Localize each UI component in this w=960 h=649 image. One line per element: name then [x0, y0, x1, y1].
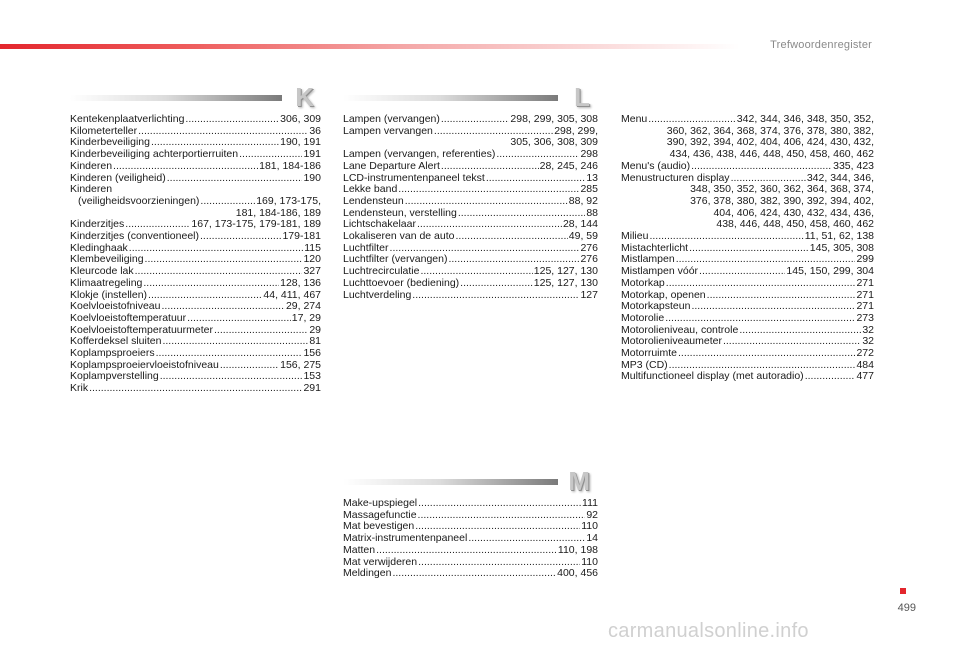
section-letter-l: L	[574, 82, 590, 112]
leader-dots	[143, 278, 279, 290]
index-entry-pages: 28, 144	[562, 218, 598, 231]
index-entry-label: Luchtfilter	[343, 241, 389, 254]
leader-dots	[805, 371, 856, 383]
index-entry-label: Kofferdeksel sluiten	[70, 335, 162, 348]
index-entry-pages: 92	[586, 508, 598, 521]
index-entry-pages: 190, 191	[280, 136, 321, 149]
index-entry	[70, 231, 321, 243]
leader-dots	[691, 161, 832, 173]
index-entry-pages-continued: 181, 184-186, 189	[235, 206, 321, 219]
index-entry-label: Motorolieniveaumeter	[621, 335, 722, 348]
index-entry-pages: 306, 309	[280, 113, 321, 125]
index-entry	[343, 196, 598, 208]
leader-dots	[392, 568, 556, 580]
index-entry-label: Kledinghaak	[70, 241, 128, 254]
index-entry-pages-continued: 404, 406, 424, 430, 432, 434, 436,	[713, 206, 874, 219]
index-entry-label: Menustructuren display	[621, 171, 730, 184]
index-entry-pages: 153	[303, 370, 321, 383]
index-entry-label: Kinderzitjes	[70, 218, 125, 231]
index-entry-label: Lampen (vervangen)	[343, 113, 440, 125]
index-entry-pages: 145, 305, 308	[809, 241, 874, 254]
index-entry-pages: 32	[862, 323, 874, 336]
index-entry-pages: 271	[856, 300, 874, 313]
index-entry-label: Motorolieniveau, controle	[621, 323, 739, 336]
leader-dots	[220, 360, 279, 372]
index-entry	[621, 313, 874, 325]
index-entry-pages-continued: 376, 378, 380, 382, 390, 392, 394, 402,	[690, 194, 874, 207]
index-entry-pages: 167, 173-175, 179-181, 189	[191, 218, 321, 231]
leader-dots	[160, 371, 303, 383]
index-entry-label: Luchtrecirculatie	[343, 265, 420, 278]
leader-dots	[187, 313, 291, 325]
index-entry	[343, 498, 598, 510]
leader-dots	[162, 336, 308, 348]
index-entry-label: LCD-instrumentenpaneel tekst	[343, 171, 485, 184]
index-entry-pages: 191	[303, 148, 321, 161]
leader-dots	[418, 510, 586, 522]
index-entry-pages: 272	[856, 347, 874, 360]
index-entry-label: Krik	[70, 382, 89, 395]
index-entry-pages: 81	[309, 335, 321, 348]
index-entry-pages: 29, 274	[285, 300, 321, 313]
index-entry-label: Koelvloeistoftemperatuur	[70, 311, 187, 324]
index-entry-label: Make-upspiegel	[343, 497, 418, 509]
index-entry-label: Lampen (vervangen, referenties)	[343, 148, 496, 161]
index-column-l	[343, 114, 598, 301]
index-entry-pages: 44, 411, 467	[263, 288, 321, 301]
index-entry-pages: 335, 423	[833, 159, 874, 172]
leader-dots	[135, 266, 303, 278]
index-entry	[70, 383, 321, 395]
index-entry-pages: 125, 127, 130	[533, 276, 598, 289]
index-entry-pages-continued: 438, 446, 448, 450, 458, 460, 462	[716, 218, 874, 231]
index-entry-pages: 298, 299,	[554, 124, 598, 137]
index-entry-pages: 110	[581, 555, 598, 568]
index-entry-pages: 36	[309, 124, 321, 137]
leader-dots	[185, 114, 279, 126]
index-entry-label: Milieu	[621, 230, 649, 243]
index-entry-pages: 298, 299, 305, 308	[510, 113, 598, 125]
index-entry-pages: 179-181	[282, 230, 321, 243]
index-entry-label: Kleurcode lak	[70, 265, 134, 278]
index-entry-label: Lane Departure Alert	[343, 159, 440, 172]
index-entry-pages: 115	[304, 241, 321, 254]
leader-dots	[441, 161, 539, 173]
index-entry-pages: 127	[580, 288, 598, 301]
index-entry-label: Kentekenplaatverlichting	[70, 113, 185, 125]
index-entry-pages: 190	[303, 171, 321, 184]
section-header-l	[343, 82, 598, 112]
index-entry-label: Motorkap, openen	[621, 288, 706, 301]
leader-dots	[689, 243, 809, 255]
leader-dots	[418, 498, 581, 510]
index-entry-label: Kinderen	[70, 183, 113, 196]
index-entry-pages: 299	[856, 253, 874, 266]
index-entry-pages: 125, 127, 130	[533, 265, 598, 278]
index-entry	[621, 278, 874, 290]
leader-dots	[200, 231, 281, 243]
leader-dots	[145, 254, 303, 266]
leader-dots	[129, 243, 303, 255]
index-entry-pages: 271	[856, 288, 874, 301]
index-entry-label: Mistlampen vóór	[621, 265, 699, 278]
index-entry-label: Kinderen (veiligheid)	[70, 171, 166, 184]
index-entry-label: Multifunctioneel display (met autoradio)	[621, 370, 804, 383]
index-entry-label: Matrix-instrumentenpaneel	[343, 532, 468, 545]
index-entry	[70, 161, 321, 173]
index-entry-label: Lampen vervangen	[343, 124, 433, 137]
leader-dots	[89, 383, 302, 395]
index-entry-pages: 88, 92	[568, 194, 598, 207]
section-rule	[343, 479, 558, 485]
index-entry-label: Motorkapsteun	[621, 300, 691, 313]
index-entry-label: Lokaliseren van de auto	[343, 230, 455, 243]
index-entry-label: Koplampsproeiers	[70, 347, 155, 360]
index-entry	[343, 114, 598, 126]
leader-dots	[691, 301, 855, 313]
index-entry	[621, 371, 874, 383]
index-entry-label: Matten	[343, 543, 376, 556]
index-entry-label: Lekke band	[343, 183, 398, 196]
leader-dots	[398, 184, 579, 196]
index-entry	[621, 173, 874, 232]
index-entry-pages: 32	[862, 335, 874, 348]
index-entry-label: Koelvloeistoftemperatuurmeter	[70, 323, 213, 336]
leader-dots	[214, 325, 308, 337]
index-entry-pages: 11, 51, 62, 138	[804, 230, 874, 243]
page-marker	[900, 588, 906, 594]
leader-dots	[376, 545, 557, 557]
leader-dots	[405, 196, 568, 208]
leader-dots	[666, 278, 856, 290]
index-entry	[70, 313, 321, 325]
index-entry-label: Lichtschakelaar	[343, 218, 416, 231]
index-entry	[343, 568, 598, 580]
index-entry-label: Kinderzitjes (conventioneel)	[70, 230, 199, 243]
leader-dots	[200, 196, 255, 208]
index-entry	[70, 348, 321, 360]
index-entry	[621, 231, 874, 243]
leader-dots	[486, 173, 585, 185]
index-entry-label: Luchttoevoer (bediening)	[343, 276, 460, 289]
index-column-m-continued	[621, 114, 874, 383]
section-rule	[343, 95, 558, 101]
index-entry-pages: 145, 150, 299, 304	[786, 265, 874, 278]
index-entry-label: Meldingen	[343, 567, 392, 580]
index-entry-pages: 285	[580, 183, 598, 196]
index-column-m	[343, 498, 598, 580]
leader-dots	[739, 325, 861, 337]
index-entry-pages: 400, 456	[557, 567, 598, 580]
index-entry-pages: 28, 245, 246	[539, 159, 598, 172]
index-entry	[70, 278, 321, 290]
index-entry	[70, 371, 321, 383]
index-entry-label: Mistlampen	[621, 253, 675, 266]
index-entry-pages: 110	[581, 520, 598, 533]
index-entry-pages: 271	[856, 276, 874, 289]
leader-dots	[418, 557, 580, 569]
index-entry	[343, 545, 598, 557]
index-entry-label: Koelvloeistofniveau	[70, 300, 161, 313]
leader-dots	[460, 278, 533, 290]
leader-dots	[167, 173, 303, 185]
leader-dots	[665, 313, 855, 325]
page-number: 499	[897, 602, 916, 614]
index-entry-label: Motorkap	[621, 276, 665, 289]
index-entry-pages: 156, 275	[280, 358, 321, 371]
index-entry-pages: 342, 344, 346, 348, 350, 352,	[736, 113, 874, 125]
index-entry-pages-continued: 390, 392, 394, 402, 404, 406, 424, 430, 432,	[666, 136, 874, 149]
section-rule	[70, 95, 282, 101]
index-entry	[621, 348, 874, 360]
index-entry-pages: 276	[580, 253, 598, 266]
index-entry-label: Luchtfilter (vervangen)	[343, 253, 448, 266]
page-title: Trefwoordenregister	[770, 39, 872, 51]
index-entry-label: Koplampsproeiervloeistofniveau	[70, 358, 219, 371]
index-entry	[343, 161, 598, 173]
index-entry-label: Kinderbeveiliging	[70, 136, 150, 149]
leader-dots	[707, 290, 856, 302]
index-entry-label: Koplampverstelling	[70, 370, 159, 383]
index-entry	[621, 161, 874, 173]
watermark: carmanualsonline.info	[608, 620, 809, 642]
index-entry-pages-continued: 348, 350, 352, 360, 362, 364, 368, 374,	[690, 183, 874, 196]
leader-dots	[113, 161, 258, 173]
index-entry-pages: 29	[309, 323, 321, 336]
index-entry-label: Mat verwijderen	[343, 555, 418, 568]
leader-dots	[412, 290, 579, 302]
index-entry-pages: 120	[303, 253, 321, 266]
section-letter-m: M	[568, 466, 590, 496]
leader-dots	[148, 290, 262, 302]
index-entry	[343, 290, 598, 302]
index-entry-label: Klembeveiliging	[70, 253, 144, 266]
leader-dots	[699, 266, 785, 278]
section-header-m	[343, 466, 598, 496]
index-entry-label: Lendensteun, verstelling	[343, 206, 457, 219]
index-entry-label: Luchtverdeling	[343, 288, 412, 301]
index-entry-pages-continued: 305, 306, 308, 309	[510, 136, 598, 149]
index-entry-pages: 477	[856, 370, 874, 383]
index-entry-pages: 128, 136	[280, 276, 321, 289]
index-entry-label: Mat bevestigen	[343, 520, 415, 533]
index-entry-pages: 88	[586, 206, 598, 219]
index-entry-label: Kilometerteller	[70, 124, 138, 137]
index-entry	[621, 114, 874, 161]
leader-dots	[649, 231, 803, 243]
index-entry-pages: 276	[580, 241, 598, 254]
index-entry	[343, 278, 598, 290]
section-letter-k: K	[295, 82, 314, 112]
index-entry-label: Klokje (instellen)	[70, 288, 148, 301]
header-accent-bar	[0, 44, 740, 49]
index-entry-pages: 291	[303, 382, 321, 395]
leader-dots	[678, 348, 855, 360]
index-entry-label: Klimaatregeling	[70, 276, 143, 289]
leader-dots	[456, 231, 568, 243]
index-entry	[343, 126, 598, 149]
index-entry-pages: 181, 184-186	[259, 159, 321, 172]
leader-dots	[723, 336, 861, 348]
index-entry-pages: 111	[582, 497, 598, 509]
index-entry-pages: 13	[586, 171, 598, 184]
index-entry-pages: 327	[303, 265, 321, 278]
index-entry-pages: 14	[586, 532, 598, 545]
index-entry	[70, 114, 321, 126]
leader-dots	[648, 114, 736, 126]
index-entry-pages-continued: 434, 436, 438, 446, 448, 450, 458, 460, 462	[669, 148, 874, 161]
index-entry-label: Menu's (audio)	[621, 159, 691, 172]
index-entry-pages: 110, 198	[557, 543, 598, 556]
index-entry-label: Motorolie	[621, 311, 665, 324]
index-entry-label: Menu	[621, 113, 648, 125]
index-entry	[343, 231, 598, 243]
index-entry-label: Kinderbeveiliging achterportierruiten	[70, 148, 239, 161]
index-entry-pages: 169, 173-175,	[256, 194, 321, 207]
index-entry-label: Motorruimte	[621, 347, 678, 360]
index-entry-label: (veiligheidsvoorzieningen)	[78, 194, 200, 207]
index-entry	[70, 196, 321, 219]
section-header-k	[70, 82, 322, 112]
index-entry-pages: 156	[303, 347, 321, 360]
index-entry-label: MP3 (CD)	[621, 358, 668, 371]
index-entry-pages: 17, 29	[291, 311, 321, 324]
index-column-k	[70, 114, 321, 395]
index-entry-pages: 484	[856, 358, 874, 371]
leader-dots	[156, 348, 303, 360]
index-entry-pages: 49, 59	[568, 230, 598, 243]
index-entry-label: Kinderen	[70, 159, 113, 172]
index-entry-pages-continued: 360, 362, 364, 368, 374, 376, 378, 380, 382,	[666, 124, 874, 137]
index-entry-label: Mistachterlicht	[621, 241, 689, 254]
index-entry-pages: 273	[856, 311, 874, 324]
index-entry-label: Massagefunctie	[343, 508, 417, 521]
index-entry-pages: 342, 344, 346,	[806, 171, 874, 184]
index-entry-pages: 298	[580, 148, 598, 161]
index-entry-label: Lendensteun	[343, 194, 404, 207]
leader-dots	[441, 114, 510, 126]
